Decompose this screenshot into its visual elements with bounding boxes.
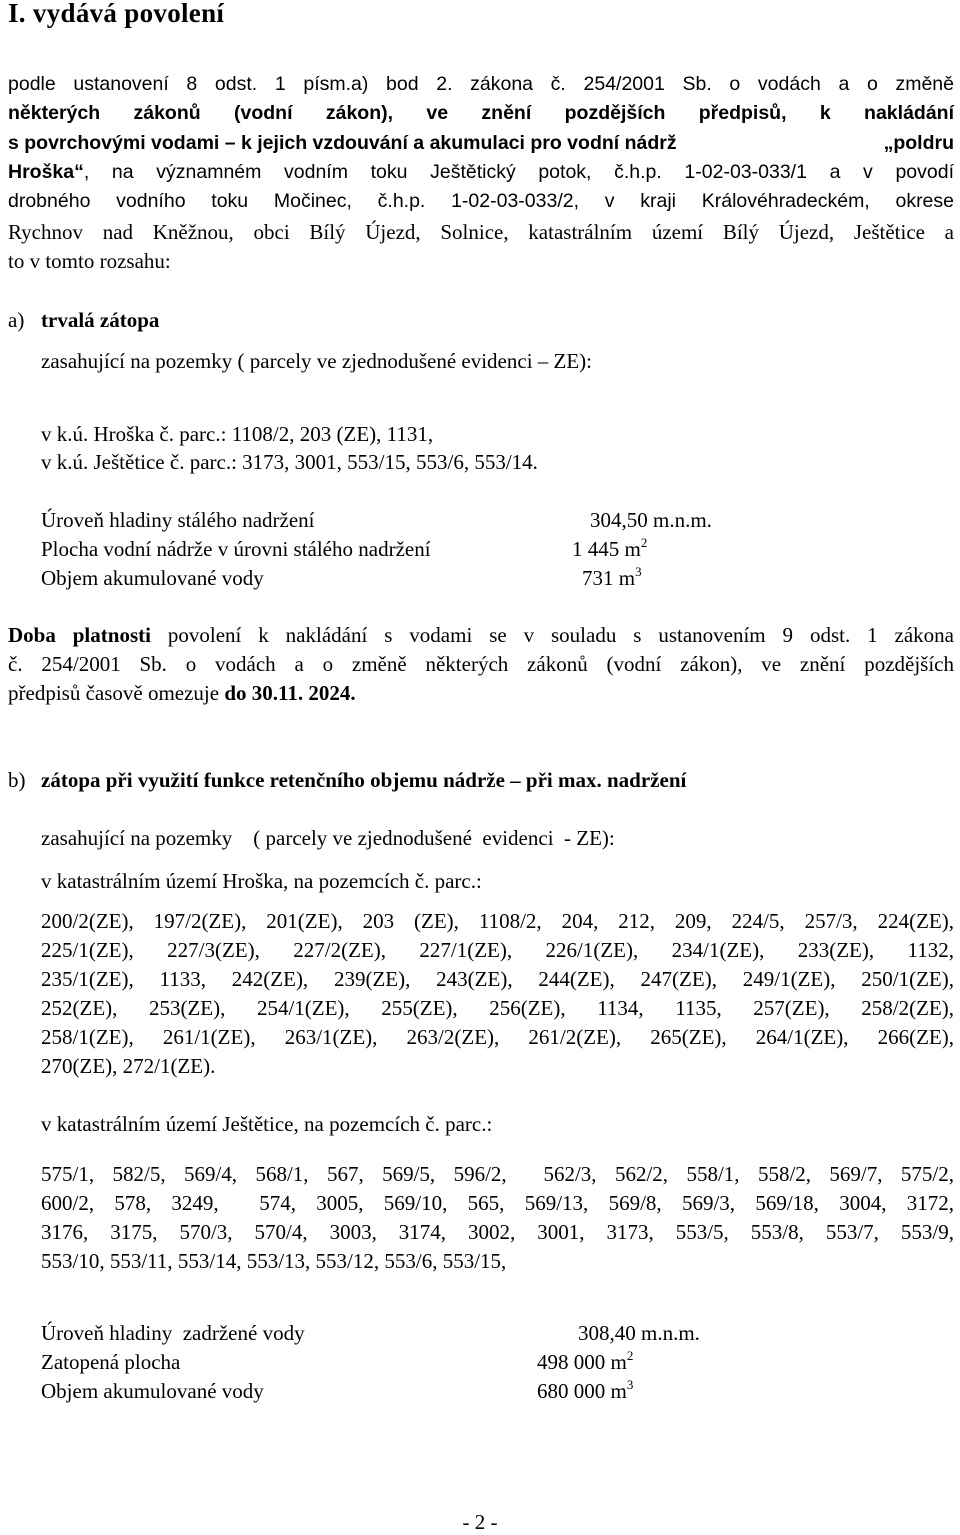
section-b-volume-sup: 3 [626,1377,634,1392]
section-b-area-value [537,1350,633,1375]
intro-line-5: drobného vodního toku Močinec, č.h.p. 1-02-03-033/2, v kraji Královéhradeckém, okrese [8,190,954,212]
section-a-volume-number: 731 m [582,566,636,590]
intro-line-7: to v tomto rozsahu: [8,249,171,273]
section-a-parcels-jestetice: v k.ú. Ještětice č. parc.: 3173, 3001, 553/15, 553/6, 553/14. [41,450,538,474]
validity-bold-lead: Doba platnosti [8,623,151,647]
section-a-volume-sup: 3 [635,564,642,579]
section-b-area-number: 498 000 m [537,1350,627,1374]
validity-line-2: č. 254/2001 Sb. o vodách a o změně některých zákonů (vodní zákon), ve znění pozdějších [8,652,954,676]
hroska-parcels-line: 258/1(ZE), 261/1(ZE), 263/1(ZE), 263/2(ZE), 261/2(ZE), 265(ZE), 264/1(ZE), 266(ZE), [41,1025,954,1049]
jestetice-parcels-line: 600/2, 578, 3249, 574, 3005, 569/10, 565, 569/13, 569/8, 569/3, 569/18, 3004, 3172, [41,1191,954,1215]
section-b-level-label: Úroveň hladiny zadržené vody [41,1321,305,1345]
section-b-volume-label: Objem akumulované vody [41,1379,264,1403]
hroska-parcels-line: 252(ZE), 253(ZE), 254/1(ZE), 255(ZE), 256(ZE), 1134, 1135, 257(ZE), 258/2(ZE), [41,996,954,1020]
section-a-level-label: Úroveň hladiny stálého nadržení [41,508,315,532]
section-a-parcels-hroska: v k.ú. Hroška č. parc.: 1108/2, 203 (ZE), 1131, [41,422,434,446]
intro-line-3-end: „poldru [883,132,954,154]
validity-line-1 [8,623,954,648]
jestetice-parcels-line: 3176, 3175, 570/3, 570/4, 3003, 3174, 3002, 3001, 3173, 553/5, 553/8, 553/7, 553/9, [41,1220,954,1244]
section-b-title: zátopa při využití funkce retenčního objemu nádrže – při max. nadržení [41,768,687,792]
validity-line-3-text: předpisů časově omezuje [8,681,225,705]
section-a-area-label: Plocha vodní nádrže v úrovni stálého nadržení [41,537,431,561]
section-a-area-value [572,537,647,562]
intro-line-3 [8,131,954,156]
section-b-volume-number: 680 000 m [537,1379,627,1403]
intro-line-6: Rychnov nad Kněžnou, obci Bílý Újezd, Solnice, katastrálním území Bílý Újezd, Ještětice a [8,220,954,244]
jestetice-parcels-line: 553/10, 553/11, 553/14, 553/13, 553/12, 553/6, 553/15, [41,1249,507,1273]
section-b-heading [8,768,954,793]
section-a-heading [8,308,954,333]
validity-date: do 30.11. 2024. [224,681,356,705]
section-b-area-sup: 2 [626,1348,634,1363]
section-a-volume-value [582,566,642,591]
intro-line-4-text: , na významném vodním toku Ještětický potok, č.h.p. 1-02-03-033/1 a v povodí [83,161,954,183]
hroska-parcels-line: 235/1(ZE), 1133, 242(ZE), 239(ZE), 243(ZE), 244(ZE), 247(ZE), 249/1(ZE), 250/1(ZE), [41,967,954,991]
section-a-subtitle: zasahující na pozemky ( parcely ve zjednodušené evidenci – ZE): [41,349,593,373]
jestetice-parcels-line: 575/1, 582/5, 569/4, 568/1, 567, 569/5, 596/2, 562/3, 562/2, 558/1, 558/2, 569/7, 575/2, [41,1162,954,1186]
hroska-parcels-line: 200/2(ZE), 197/2(ZE), 201(ZE), 203 (ZE), 1108/2, 204, 212, 209, 224/5, 257/3, 224(ZE), [41,909,954,933]
section-a-area-number: 1 445 m [572,537,641,561]
section-a-area-sup: 2 [640,535,648,550]
section-b-marker: b) [8,768,26,792]
section-b-volume-value [537,1379,633,1404]
section-a-volume-label: Objem akumulované vody [41,566,264,590]
section-b-jestetice-label: v katastrálním území Ještětice, na pozemcích č. parc.: [41,1112,493,1136]
validity-line-3 [8,681,954,706]
section-b-subtitle: zasahující na pozemky ( parcely ve zjednodušené evidenci - ZE): [41,826,615,850]
section-b-level-value: 308,40 m.n.m. [578,1321,700,1345]
hroska-parcels-line: 270(ZE), 272/1(ZE). [41,1054,216,1078]
section-a-marker: a) [8,308,25,332]
page-number: - 2 - [462,1510,498,1534]
section-b-hroska-label: v katastrálním území Hroška, na pozemcích č. parc.: [41,869,482,893]
page-heading: I. vydává povolení [8,0,225,28]
intro-line-4 [8,160,954,185]
intro-line-3-text: s povrchovými vodami – k jejich vzdouvání a akumulaci pro vodní nádrž [8,132,677,154]
hroska-parcels-line: 225/1(ZE), 227/3(ZE), 227/2(ZE), 227/1(ZE), 226/1(ZE), 234/1(ZE), 233(ZE), 1132, [41,938,954,962]
section-b-area-label: Zatopená plocha [41,1350,181,1374]
section-a-level-value: 304,50 m.n.m. [590,508,712,532]
validity-line-1-text: povolení k nakládání s vodami se v souladu s ustanovením 9 odst. 1 zákona [150,623,954,647]
section-a-title: trvalá zátopa [41,308,160,332]
intro-line-2: některých zákonů (vodní zákon), ve znění pozdějších předpisů, k nakládání [8,102,954,124]
intro-line-1: podle ustanovení 8 odst. 1 písm.a) bod 2. zákona č. 254/2001 Sb. o vodách a o změně [8,73,954,95]
intro-hroska-name: Hroška“ [8,161,84,183]
